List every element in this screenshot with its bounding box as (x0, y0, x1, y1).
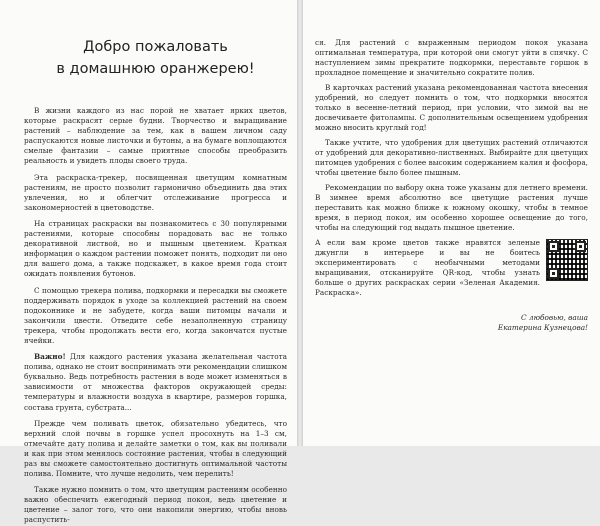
important-label: Важно! (34, 352, 66, 362)
signature-line-1: С любовью, ваша (521, 312, 588, 322)
paragraph: С помощью трекера полива, подкормки и пересадки вы сможете поддерживать порядок в уходе за коллекцией растений на своем подоконнике и не забудете, когда ваши питомцы начали и закончили цвести. Отведите себе незаполненную страницу трекера, чтобы продолжать вести его, когда закончатся пустые ячейки. (24, 285, 287, 345)
paragraph: На страницах раскраски вы познакомитесь с 30 популярными растениями, которые способны порадовать вас не только декоративной листвой, но и пышным цветением. Краткая информация о каждом растении поможет понять, подходит ли оно для вашего дома, а также подскажет, в какое время года стоит ожидать появления бутонов. (24, 218, 287, 279)
paragraph: Эта раскраска-трекер, посвященная цветущим комнатным растениям, не просто позволит гармонично объединить два этих увлечения, но и облегчит отслеживание прогресса и закономерностей в цветоводстве. (24, 172, 287, 212)
page-title (24, 36, 287, 80)
paragraph: Рекомендации по выбору окна тоже указаны для летнего времени. В зимнее время абсолютно все цветущие растения лучше переставить как можно ближе к южному окошку, чтобы в темное время, в период покоя, им особенно хорошее освещение до того, чтобы на следующий год выдать пышное цветение. (315, 182, 588, 233)
paragraph: Также нужно помнить о том, что цветущим растениям особенно важно обеспечить ежегодный период покоя, ведь цветение и цветение – залог того, что они накопили энергию, чтобы вновь распустить- (24, 485, 287, 525)
title-line-1: Добро пожаловать (83, 39, 228, 55)
paragraph: Также учтите, что удобрения для цветущих растений отличаются от удобрений для декоративно-лиственных. Выбирайте для цветущих питомцев удобрения с более высоким содержанием калия и фосфора, чтобы цветение было более пышным. (315, 137, 588, 178)
signature (315, 313, 588, 333)
important-text: Для каждого растения указана желательная частота полива, однако не стоит воспринимать эти рекомендации слишком буквально. Ведь потребность растения в воде может изменяться в зависимости от множества факторов окружающей среды: температуры и влажности воздуха в квартире, размеров горшка, состава грунта, субстрата... (24, 352, 287, 412)
qr-code-icon[interactable] (546, 239, 588, 281)
left-page (0, 0, 297, 525)
title-line-2: в домашнюю оранжерею! (56, 61, 255, 77)
paragraph: Прежде чем поливать цветок, обязательно убедитесь, что верхний слой почвы в горшке успел просохнуть на 1–3 см, отмечайте дату полива и делайте заметки о том, как вы поливали и как при этом менялось состояние растения, чтобы в следующий раз вы сможете самостоятельно достигнуть оптимальной частоты полива. Помните, что лучше недолить, чем перелить! (24, 418, 287, 479)
paragraph: В карточках растений указана рекомендованная частота внесения удобрений, но следует помнить о том, что подкормки вносятся только в весенне-летний период, при условии, что зимой вы не досвечиваете фитолампы. С дополнительным освещением удобрения можно вносить круглый год! (315, 82, 588, 133)
right-page (303, 0, 600, 446)
paragraph: В жизни каждого из нас порой не хватает ярких цветов, которые раскрасят серые будни. Творчество и выращивание растений – наблюдение за тем, как в вашем личном саду распускаются новые листочки и бутоны, а на бумаге воплощаются смелые фантазии – самые приятные способы преобразить реальность и увидеть плоды своего труда. (24, 106, 287, 166)
signature-line-2: Екатерина Кузнецова! (497, 322, 588, 332)
qr-section (315, 238, 588, 303)
paragraph: А если вам кроме цветов также нравятся зеленые джунгли в интерьере и вы не боитесь экспериментировать с необычными методами выращивания, отсканируйте QR-код, чтобы узнать больше о других раскрасках серии «Зеленая Академия. Раскраска». (315, 237, 540, 298)
paragraph-important (24, 352, 287, 413)
paragraph: ся. Для растений с выраженным периодом покоя указана оптимальная температура, при которой они смогут уйти в спячку. С наступлением зимы прекратите подкормки, переставьте горшок в прохладное помещение и значительно сократите полив. (315, 38, 588, 78)
